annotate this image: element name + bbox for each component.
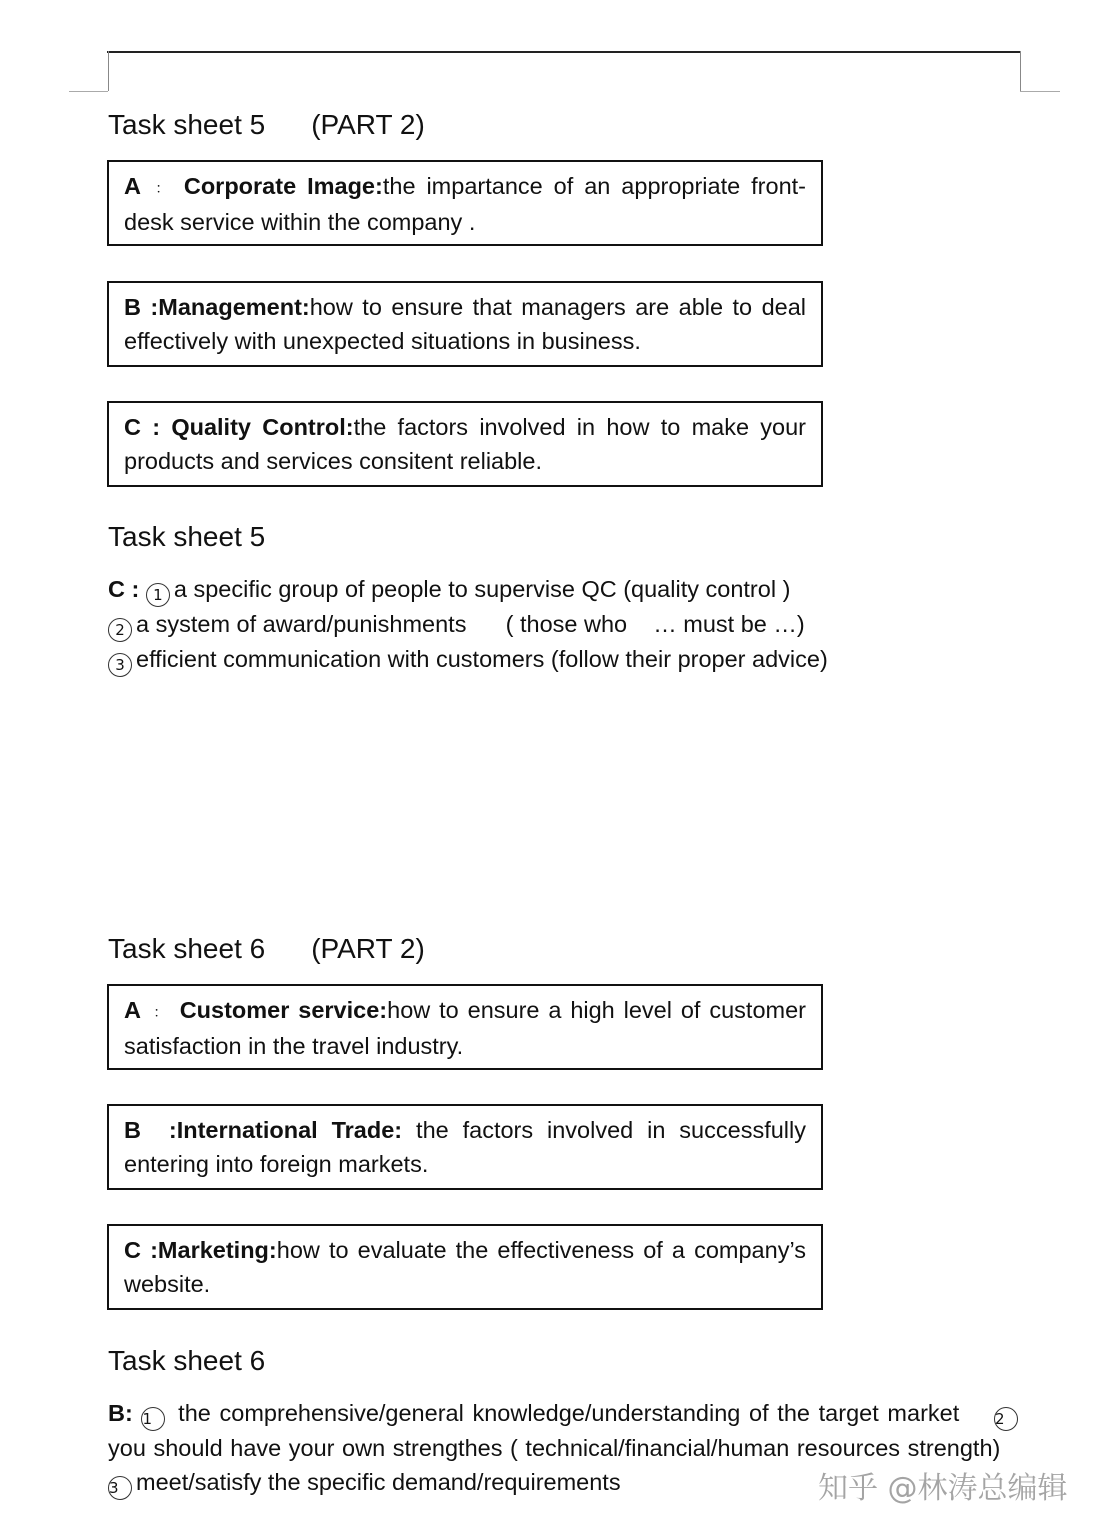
box-topic: Customer service: — [179, 997, 388, 1023]
margin-corner-right-vertical — [1020, 51, 1021, 91]
box-topic: Management: — [158, 294, 310, 320]
box-topic: Corporate Image: — [183, 173, 383, 199]
margin-corner-left-horizontal — [69, 91, 108, 92]
circled-number-1: 1 — [146, 583, 170, 607]
box-letter: C — [124, 1237, 141, 1263]
margin-corner-left-vertical — [108, 51, 109, 91]
sheet5-box-b — [107, 281, 823, 367]
circled-number-2: 2 — [994, 1407, 1018, 1431]
task-sheet-6-part2-heading — [108, 932, 425, 966]
box-separator: : — [154, 1117, 177, 1143]
box-letter: B — [124, 1117, 141, 1143]
task-sheet-5-part2-heading — [108, 108, 425, 142]
sheet5-box-c — [107, 401, 823, 487]
box-separator: ： — [150, 1003, 170, 1020]
heading-part: (PART 2) — [311, 109, 425, 140]
answer-text: meet/satisfy the specific demand/requirements — [136, 1469, 621, 1495]
task-sheet-6-heading: Task sheet 6 — [108, 1345, 266, 1376]
sheet5-box-a — [107, 160, 823, 246]
box-separator: : — [140, 414, 172, 440]
box-topic: Marketing: — [157, 1237, 277, 1263]
watermark: 知乎 @林涛总编辑 — [818, 1471, 1068, 1506]
sheet5-answer-list — [108, 572, 1022, 677]
heading-title: Task sheet 5 — [108, 109, 266, 140]
answer-point-1 — [108, 572, 1022, 607]
answer-point-2 — [108, 607, 1022, 642]
sheet6-box-b — [107, 1104, 823, 1190]
heading-part: (PART 2) — [311, 933, 425, 964]
sheet6-box-a — [107, 984, 823, 1070]
box-letter: A — [124, 997, 141, 1023]
box-separator: ： — [150, 179, 174, 196]
answer-text: a specific group of people to supervise QC (quality control ) — [173, 576, 791, 602]
answer-text: efficient communication with customers (follow their proper advice) — [136, 646, 828, 672]
box-text: the factors involved in successfully entering into foreign markets. — [124, 1117, 806, 1177]
circled-number-3: 3 — [108, 653, 132, 677]
heading-title: Task sheet 6 — [108, 933, 266, 964]
box-separator: : — [140, 1237, 158, 1263]
box-letter: A — [124, 173, 141, 199]
box-text: how to ensure that managers are able to deal effectively with unexpected situations in business. — [124, 294, 806, 354]
header-rule — [107, 51, 1021, 53]
circled-number-2: 2 — [108, 618, 132, 642]
answer-point-3 — [108, 642, 1022, 677]
box-topic: Quality Control: — [171, 414, 354, 440]
box-separator: : — [140, 294, 159, 320]
box-letter: C — [124, 414, 141, 440]
answer-text: you should have your own strengthes ( technical/financial/human resources strength) — [108, 1435, 1001, 1461]
sheet6-box-c — [107, 1224, 823, 1310]
task-sheet-5-heading: Task sheet 5 — [108, 521, 266, 552]
answer-text: the comprehensive/general knowledge/understanding of the target market — [178, 1400, 960, 1426]
box-topic: International Trade: — [176, 1117, 403, 1143]
box-text: how to ensure a high level of customer satisfaction in the travel industry. — [124, 997, 806, 1059]
circled-number-1: 1 — [141, 1407, 165, 1431]
margin-corner-right-horizontal — [1020, 91, 1060, 92]
answer-prefix: C : — [108, 576, 146, 602]
box-letter: B — [124, 294, 141, 320]
box-text: the impartance of an appropriate front-desk service within the company . — [124, 173, 807, 235]
answer-prefix: B: — [108, 1400, 142, 1426]
answer-text: a system of award/punishments ( those who … must be …) — [136, 611, 805, 637]
box-text: how to evaluate the effectiveness of a company’s website. — [124, 1237, 806, 1297]
circled-number-3: 3 — [108, 1476, 132, 1500]
box-text: the factors involved in how to make your products and services consitent reliable. — [124, 414, 806, 474]
